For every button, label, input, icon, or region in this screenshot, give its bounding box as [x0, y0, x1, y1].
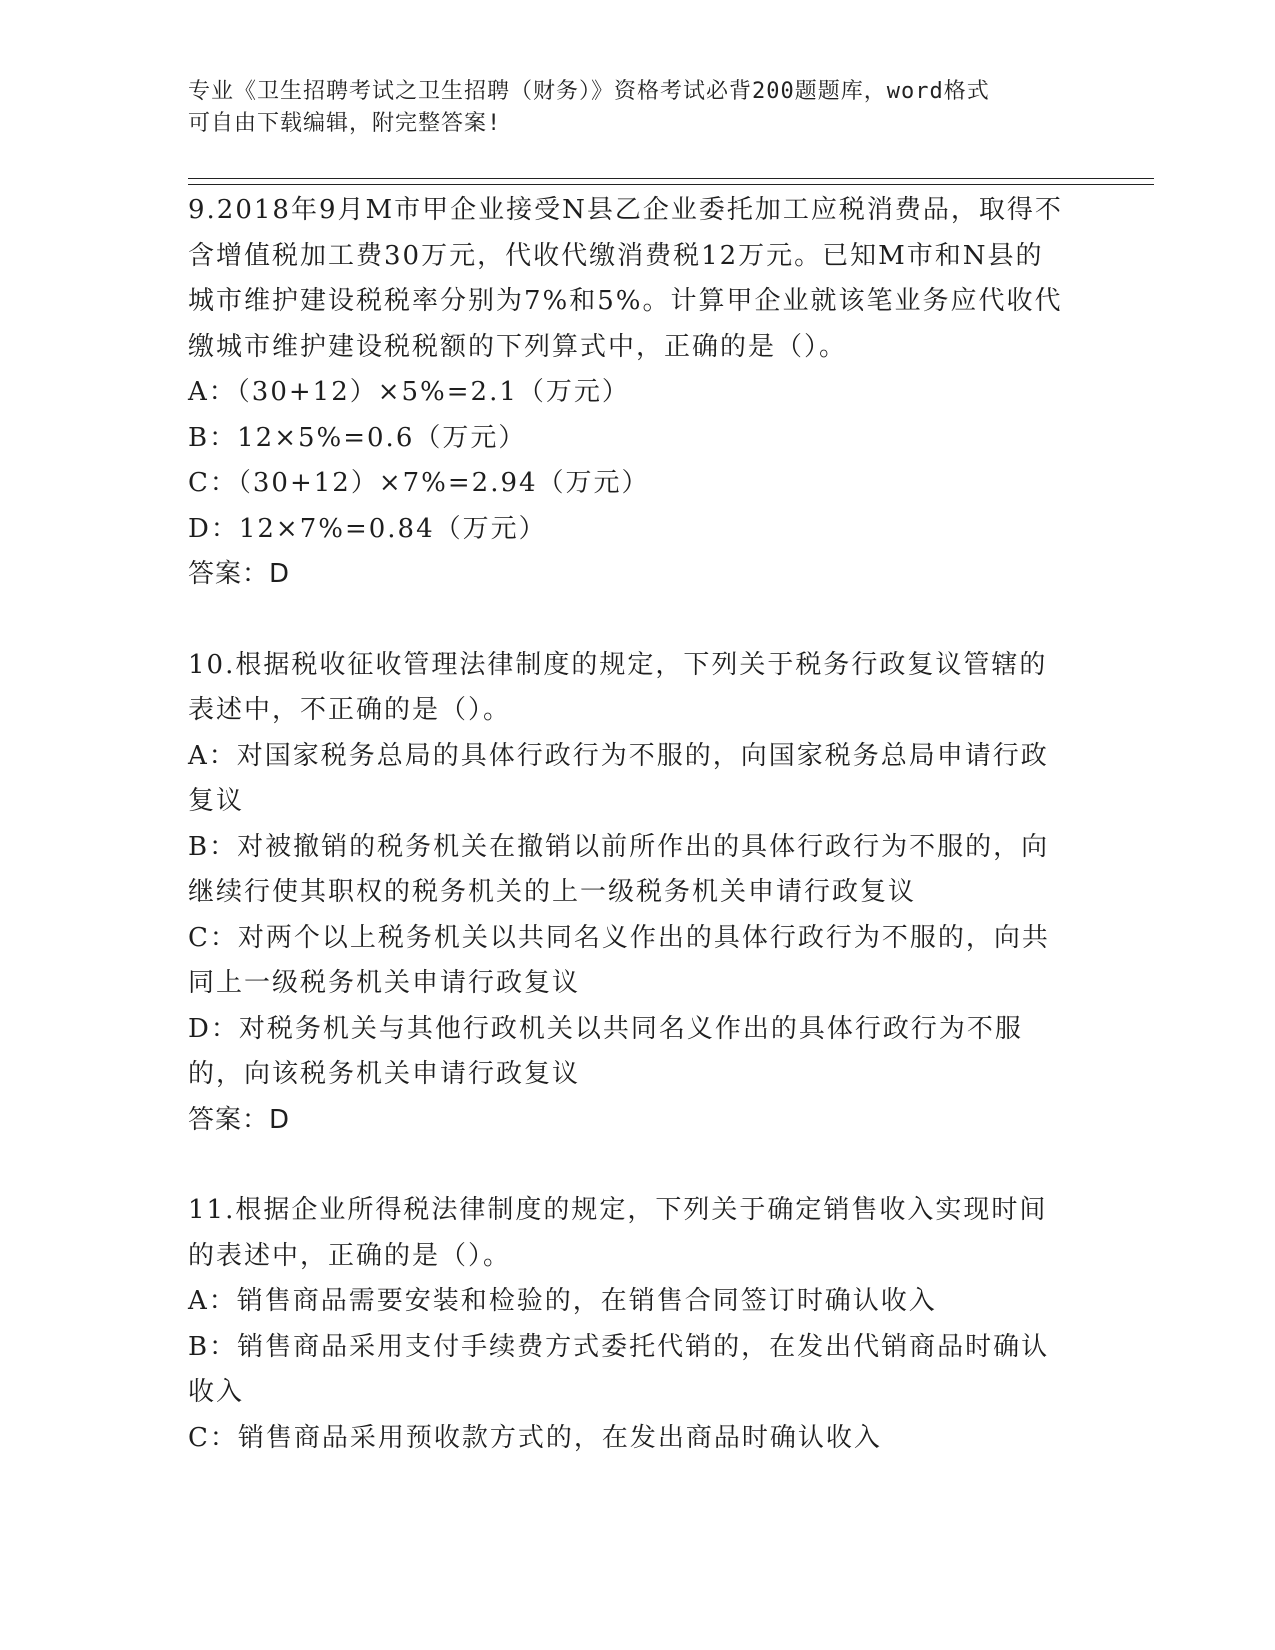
document-header: [188, 76, 1068, 140]
question-11: [188, 1188, 1068, 1461]
header-line-2: 可自由下载编辑，附完整答案!: [188, 111, 502, 136]
question-list: [188, 188, 1068, 1461]
question-stem: 11.根据企业所得税法律制度的规定，下列关于确定销售收入实现时间的表述中，正确的是（）。: [188, 1195, 1048, 1271]
answer-label: 答案：D: [188, 559, 291, 589]
option-c: C：对两个以上税务机关以共同名义作出的具体行政行为不服的，向共同上一级税务机关申请行政复议: [188, 922, 1050, 998]
option-c: C：销售商品采用预收款方式的，在发出商品时确认收入: [188, 1422, 882, 1453]
option-c: C：（30+12）×7%=2.94（万元）: [188, 468, 650, 498]
question-stem: 9.2018年9月M市甲企业接受N县乙企业委托加工应税消费品，取得不含增值税加工费30万元，代收代缴消费税12万元。已知M市和N县的城市维护建设税税率分别为7%和5%。计算甲企业就该笔业务应代收代缴城市维护建设税税额的下列算式中，正确的是（）。: [188, 195, 1063, 362]
option-d: D：对税务机关与其他行政机关以共同名义作出的具体行政行为不服的，向该税务机关申请行政复议: [188, 1013, 1023, 1089]
option-a: A：（30+12）×5%=2.1（万元）: [188, 377, 630, 407]
header-line-1: 专业《卫生招聘考试之卫生招聘（财务）》资格考试必背200题题库，word格式: [188, 79, 990, 104]
option-b: B：对被撤销的税务机关在撤销以前所作出的具体行政行为不服的，向继续行使其职权的税务机关的上一级税务机关申请行政复议: [188, 831, 1050, 907]
question-spacer: [188, 1143, 1068, 1188]
option-d: D：12×7%=0.84（万元）: [188, 513, 547, 544]
option-a: A：销售商品需要安装和检验的，在销售合同签订时确认收入: [188, 1286, 937, 1316]
question-spacer: [188, 598, 1068, 643]
header-divider-top: [188, 178, 1154, 179]
question-9: [188, 188, 1068, 598]
option-b: B：12×5%=0.6（万元）: [188, 422, 527, 453]
option-a: A：对国家税务总局的具体行政行为不服的，向国家税务总局申请行政复议: [188, 740, 1049, 816]
question-10: [188, 643, 1068, 1144]
question-stem: 10.根据税收征收管理法律制度的规定，下列关于税务行政复议管辖的表述中，不正确的是（）。: [188, 649, 1048, 725]
header-divider-bottom: [188, 184, 1154, 185]
answer-label: 答案：D: [188, 1104, 291, 1135]
option-b: B：销售商品采用支付手续费方式委托代销的，在发出代销商品时确认收入: [188, 1331, 1050, 1407]
